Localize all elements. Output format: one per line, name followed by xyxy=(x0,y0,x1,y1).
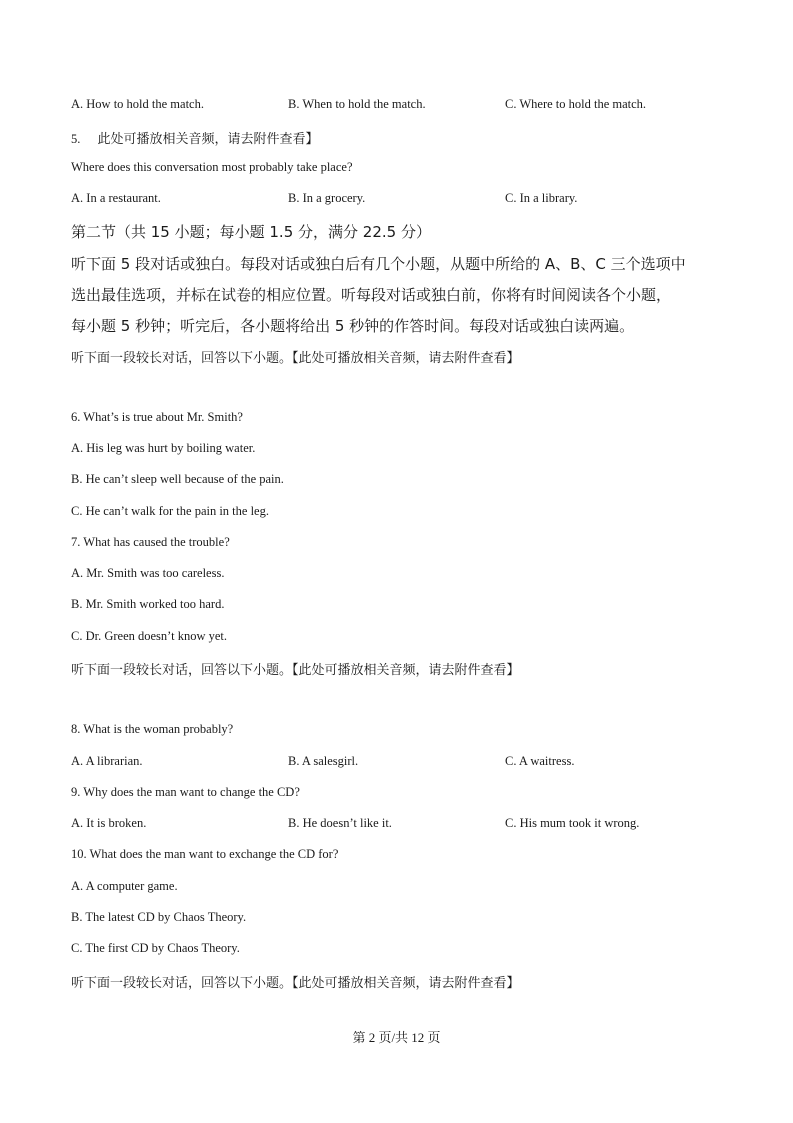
dialogue-note-3: 听下面一段较长对话，回答以下小题。【此处可播放相关音频，请去附件查看】 xyxy=(71,976,520,991)
section2-instruction-line-3: 每小题 5 秒钟；听完后，各小题将给出 5 秒钟的作答时间。每段对话或独白读两遍。 xyxy=(71,317,635,335)
section2-instruction-line-2: 选出最佳选项，并标在试卷的相应位置。听每段对话或独白前，你将有时间阅读各个小题， xyxy=(71,286,672,304)
q7-option-a: A. Mr. Smith was too careless. xyxy=(71,566,225,580)
q7-option-c: C. Dr. Green doesn’t know yet. xyxy=(71,629,227,643)
q5-option-a: A. In a restaurant. xyxy=(71,191,161,205)
q4-option-c: C. Where to hold the match. xyxy=(505,97,647,111)
q10-option-b: B. The latest CD by Chaos Theory. xyxy=(71,910,247,924)
dialogue-note-2: 听下面一段较长对话，回答以下小题。【此处可播放相关音频，请去附件查看】 xyxy=(71,663,520,678)
q6-question: 6. What’s is true about Mr. Smith? xyxy=(71,410,243,424)
q4-option-a: A. How to hold the match. xyxy=(71,97,204,111)
q4-option-b: B. When to hold the match. xyxy=(288,97,426,111)
q10-option-a: A. A computer game. xyxy=(71,879,178,893)
q9-option-b: B. He doesn’t like it. xyxy=(288,816,392,830)
q8-option-a: A. A librarian. xyxy=(71,754,143,768)
q5-option-c: C. In a library. xyxy=(505,191,578,205)
q8-option-b: B. A salesgirl. xyxy=(288,754,359,768)
page-footer: 第 2 页/共 12 页 xyxy=(352,1030,441,1045)
q9-question: 9. Why does the man want to change the CD? xyxy=(71,785,300,799)
q7-option-b: B. Mr. Smith worked too hard. xyxy=(71,597,225,611)
q6-option-c: C. He can’t walk for the pain in the leg. xyxy=(71,504,269,518)
q5-number: 5. xyxy=(71,132,81,146)
q8-option-c: C. A waitress. xyxy=(505,754,575,768)
q5-header xyxy=(71,128,319,147)
q5-option-b: B. In a grocery. xyxy=(288,191,366,205)
q10-option-c: C. The first CD by Chaos Theory. xyxy=(71,941,240,955)
q8-question: 8. What is the woman probably? xyxy=(71,722,234,736)
q9-option-c: C. His mum took it wrong. xyxy=(505,816,640,830)
q6-option-a: A. His leg was hurt by boiling water. xyxy=(71,441,256,455)
section2-instruction-line-1: 听下面 5 段对话或独白。每段对话或独白后有几个小题，从题中所给的 A、B、C 三个选项中 xyxy=(71,255,686,273)
q10-question: 10. What does the man want to exchange the CD for? xyxy=(71,847,339,861)
q7-question: 7. What has caused the trouble? xyxy=(71,535,230,549)
q5-audio-note: 此处可播放相关音频，请去附件查看】 xyxy=(97,132,319,147)
dialogue-note-1: 听下面一段较长对话，回答以下小题。【此处可播放相关音频，请去附件查看】 xyxy=(71,351,520,366)
q9-option-a: A. It is broken. xyxy=(71,816,147,830)
q5-question: Where does this conversation most probably take place? xyxy=(71,160,353,174)
section2-heading: 第二节（共 15 小题；每小题 1.5 分，满分 22.5 分） xyxy=(71,223,431,241)
q6-option-b: B. He can’t sleep well because of the pain. xyxy=(71,472,284,486)
